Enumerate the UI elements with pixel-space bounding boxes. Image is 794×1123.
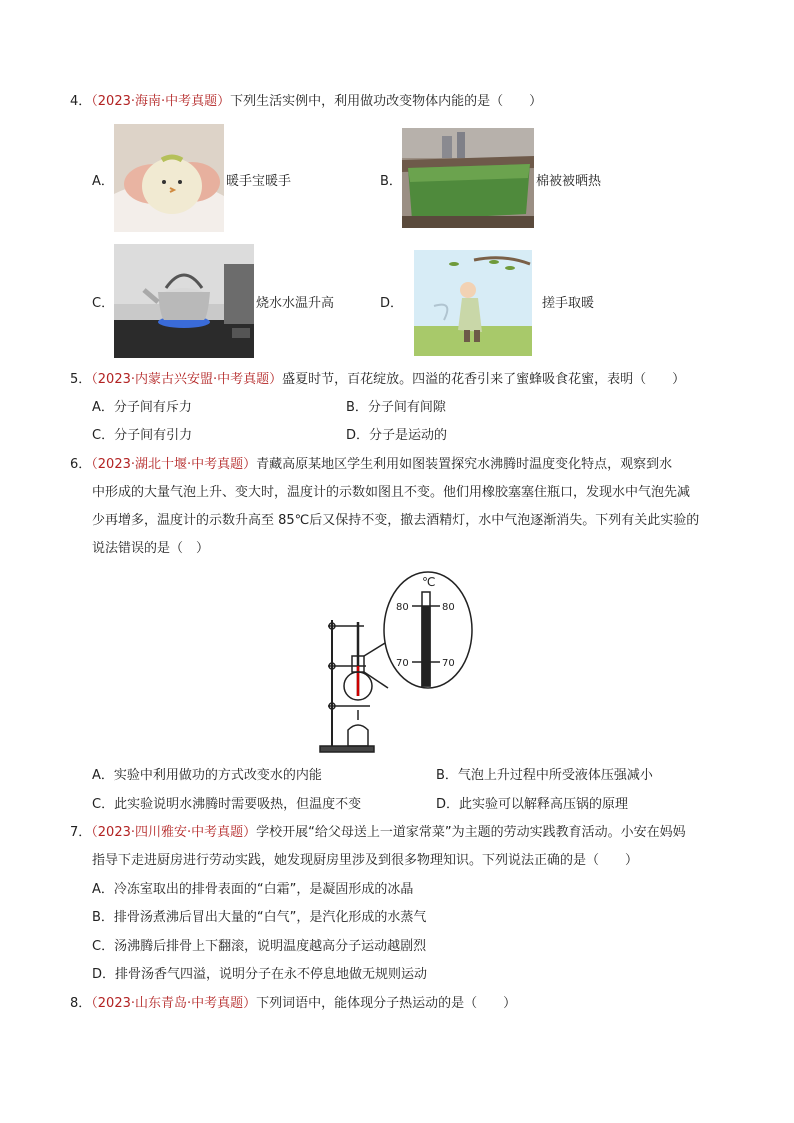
q6-stem-line-2: 中形成的大量气泡上升、变大时，温度计的示数如图且不变。他们用橡胶塞塞住瓶口，发现水中气泡先减 (92, 485, 691, 500)
q6-number: 6． (70, 457, 92, 472)
hand-warmer-photo (114, 124, 224, 232)
q5-source: （2023·内蒙古兴安盟·中考真题） (91, 372, 283, 387)
q6-option-c[interactable]: C．此实验说明水沸腾时需要吸热，但温度不变 (92, 797, 362, 812)
q7-option-a[interactable]: A．冷冻室取出的排骨表面的“白霜”，是凝固形成的冰晶 (92, 882, 414, 897)
q7-option-b[interactable]: B．排骨汤煮沸后冒出大量的“白气”，是汽化形成的水蒸气 (92, 910, 427, 925)
q6-option-a[interactable]: A．实验中利用做功的方式改变水的内能 (92, 768, 322, 783)
q5-option-d[interactable]: D．分子是运动的 (346, 428, 448, 443)
q6-stem-line-3: 少再增多，温度计的示数升高至 85℃后又保持不变，撤去酒精灯，水中气泡逐渐消失。下列有关此实验的 (92, 513, 700, 528)
q4-option-b-caption: 棉被被晒热 (536, 174, 602, 189)
figure-tick-70-right: 70 (442, 658, 455, 669)
q6-option-b[interactable]: B．气泡上升过程中所受液体压强减小 (436, 768, 653, 783)
q7-option-c[interactable]: C．汤沸腾后排骨上下翻滚，说明温度越高分子运动越剧烈 (92, 939, 427, 954)
q4-option-c-caption: 烧水水温升高 (256, 296, 335, 311)
q6-stem-line-1 (70, 451, 672, 479)
q5-option-c[interactable]: C．分子间有引力 (92, 428, 193, 443)
figure-tick-70-left: 70 (396, 658, 409, 669)
q5-stem: 盛夏时节，百花绽放。四溢的花香引来了蜜蜂吸食花蜜，表明（ ） (282, 372, 686, 387)
q4-option-d-letter[interactable]: D． (380, 296, 404, 311)
q5-option-a[interactable]: A．分子间有斥力 (92, 400, 192, 415)
q8-source: （2023·山东青岛·中考真题） (91, 996, 257, 1011)
q4-option-a-letter[interactable]: A． (92, 174, 114, 189)
q4-number: 4． (70, 94, 92, 109)
q6-stem-1: 青藏高原某地区学生利用如图装置探究水沸腾时温度变化特点，观察到水 (256, 457, 673, 472)
q4-option-b-letter[interactable]: B． (380, 174, 402, 189)
figure-tick-80-left: 80 (396, 602, 409, 613)
rubbing-hands-cartoon (414, 250, 532, 356)
q6-option-d[interactable]: D．此实验可以解释高压锅的原理 (436, 797, 629, 812)
q7-stem-line-2: 指导下走进厨房进行劳动实践，她发现厨房里涉及到很多物理知识。下列说法正确的是（ ） (92, 853, 639, 868)
figure-unit-label: ℃ (422, 575, 436, 589)
q8-stem: 下列词语中，能体现分子热运动的是（ ） (256, 996, 517, 1011)
quilt-sunning-photo (402, 128, 534, 228)
q8-stem-line (70, 990, 516, 1018)
q4-option-a-caption: 暖手宝暖手 (226, 174, 292, 189)
q4-stem: 下列生活实例中，利用做功改变物体内能的是（ ） (230, 94, 543, 109)
q5-stem-line (70, 366, 685, 394)
q6-source: （2023·湖北十堰·中考真题） (91, 457, 257, 472)
q5-option-b[interactable]: B．分子间有间隙 (346, 400, 446, 415)
q8-number: 8． (70, 996, 92, 1011)
q4-option-c-letter[interactable]: C． (92, 296, 115, 311)
boiling-experiment-figure (318, 570, 474, 762)
q4-source: （2023·海南·中考真题） (91, 94, 231, 109)
q4-option-d-caption: 搓手取暖 (542, 296, 595, 311)
q4-stem-line (70, 88, 542, 116)
kettle-stove-photo (114, 244, 254, 358)
q7-stem-line-1 (70, 819, 686, 847)
q6-stem-line-4: 说法错误的是（ ） (92, 541, 210, 556)
q7-source: （2023·四川雅安·中考真题） (91, 825, 257, 840)
figure-tick-80-right: 80 (442, 602, 455, 613)
q7-stem-1: 学校开展“给父母送上一道家常菜”为主题的劳动实践教育活动。小安在妈妈 (256, 825, 686, 840)
q5-number: 5． (70, 372, 92, 387)
q7-number: 7． (70, 825, 92, 840)
q7-option-d[interactable]: D．排骨汤香气四溢，说明分子在永不停息地做无规则运动 (92, 967, 428, 982)
